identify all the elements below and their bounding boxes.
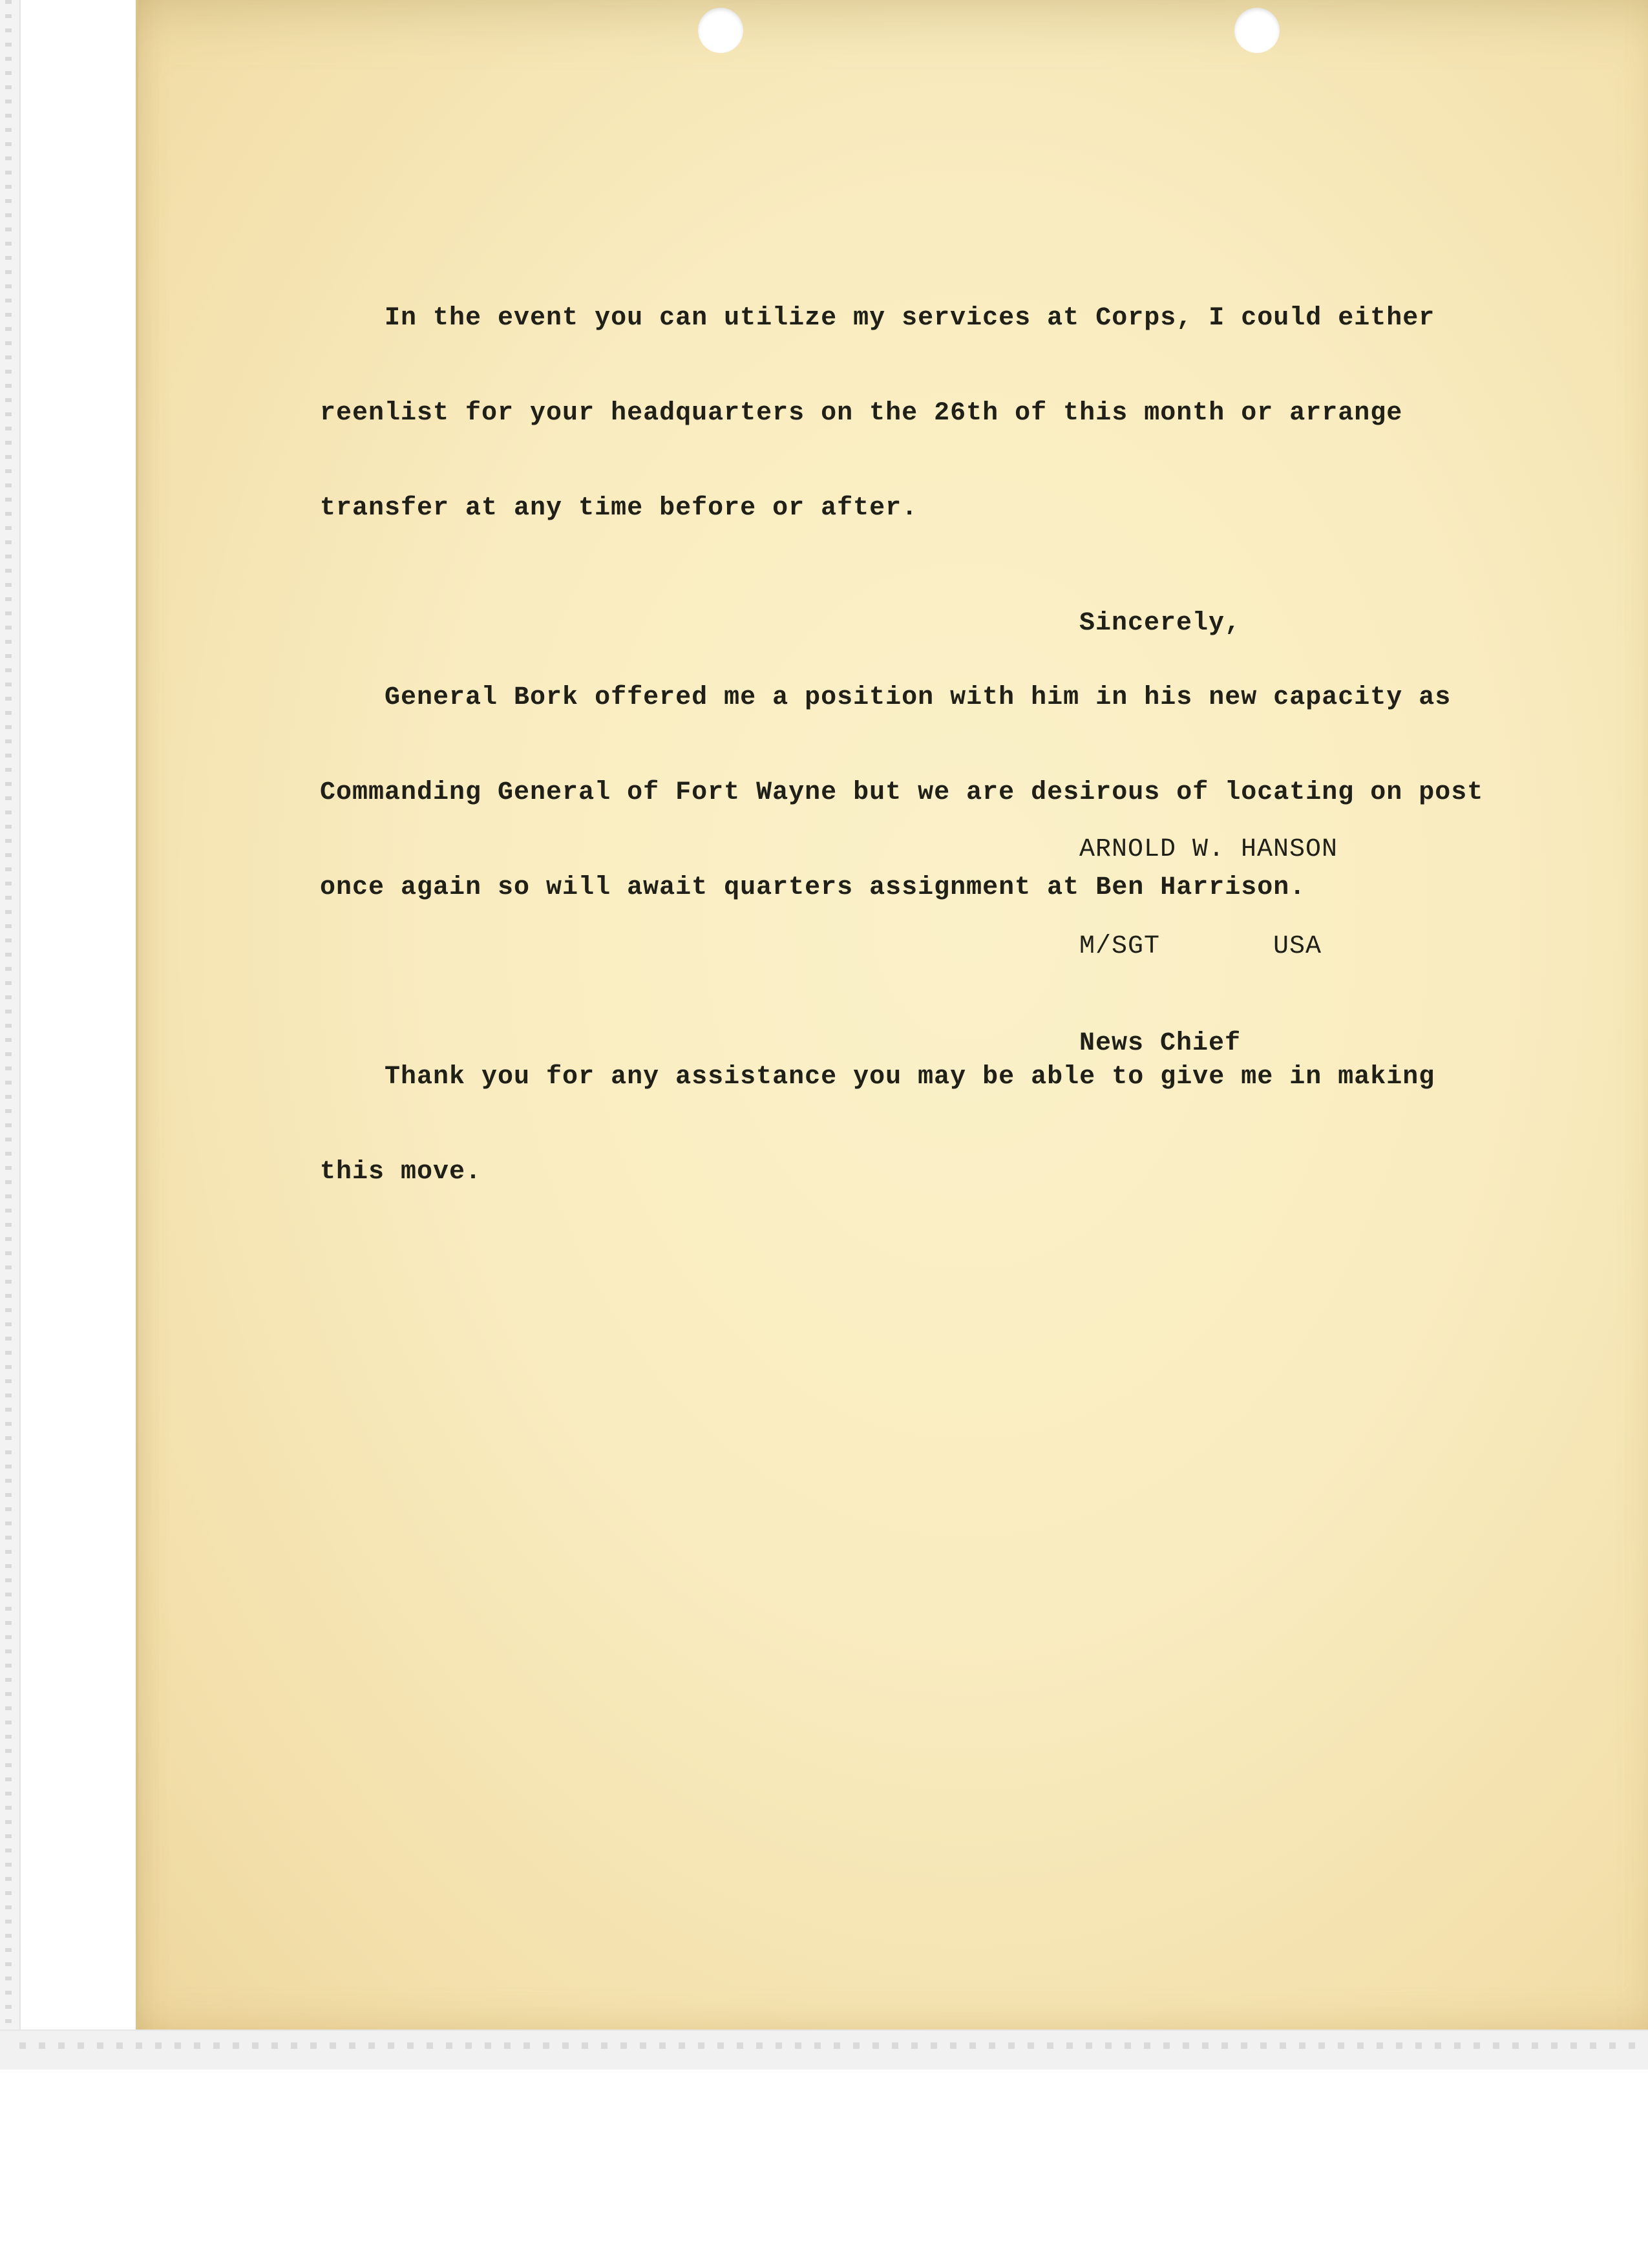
closing-salutation: Sincerely, xyxy=(1079,609,1241,638)
punch-hole-left xyxy=(698,8,743,53)
sleeve-left-edge xyxy=(0,0,21,2068)
text-line: Commanding General of Fort Wayne but we are desirous of locating on post xyxy=(320,778,1484,807)
text-line: transfer at any time before or after. xyxy=(320,494,918,523)
text-line: this move. xyxy=(320,1158,482,1187)
signer-rank: M/SGT USA xyxy=(1079,932,1322,961)
signer-title: News Chief xyxy=(1079,1029,1241,1058)
text-line: once again so will await quarters assignment at Ben Harrison. xyxy=(320,873,1306,902)
punch-hole-right xyxy=(1234,8,1280,53)
sleeve-perforation xyxy=(5,0,12,2068)
letter-body xyxy=(320,239,1509,1282)
signer-name: ARNOLD W. HANSON xyxy=(1079,835,1338,864)
paper-edge xyxy=(136,0,138,2036)
paragraph-services xyxy=(320,239,1509,588)
text-line: reenlist for your headquarters on the 26th of this month or arrange xyxy=(320,399,1403,428)
sleeve-bottom-perforation xyxy=(19,2042,1648,2049)
signature-block xyxy=(1079,769,1338,1125)
text-line: In the event you can utilize my services at Corps, I could either xyxy=(320,304,1435,333)
text-line: Thank you for any assistance you may be able to give me in making xyxy=(320,1063,1435,1092)
text-line: General Bork offered me a position with him in his new capacity as xyxy=(320,683,1452,712)
sleeve-bottom-edge xyxy=(0,2030,1648,2070)
